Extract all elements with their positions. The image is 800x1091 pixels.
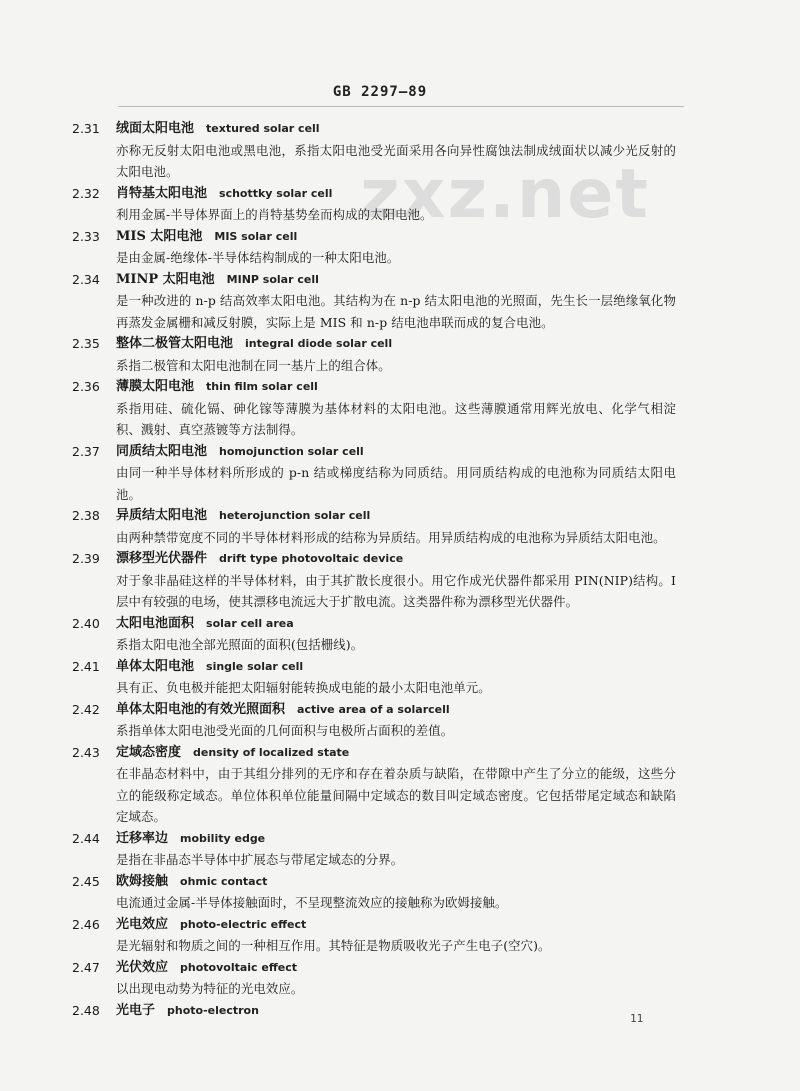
term-english: photo-electric effect: [180, 917, 307, 931]
term-name-group: [116, 613, 294, 635]
term-chinese: 定域态密度: [116, 744, 182, 760]
term-name-group: [116, 656, 303, 678]
term-entry: [0, 699, 800, 742]
term-definition: 系指太阳电池全部光照面的面积(包括栅线)。: [116, 637, 364, 652]
term-chinese: 漂移型光伏器件: [116, 551, 208, 566]
term-chinese: MIS 太阳电池: [116, 228, 203, 244]
term-heading: [0, 226, 800, 248]
term-heading: [0, 118, 800, 140]
term-chinese: 迁移率边: [116, 830, 169, 846]
term-entry: [0, 183, 800, 226]
watermark: zxz.net: [360, 155, 650, 234]
term-chinese: 光电子: [116, 1002, 156, 1018]
term-entries: [0, 118, 800, 1021]
term-definition: 电流通过金属-半导体接触面时，不呈现整流效应的接触称为欧姆接触。: [116, 895, 508, 910]
term-number: 2.44: [72, 830, 100, 846]
term-name-group: [116, 957, 297, 979]
term-chinese: 整体二极管太阳电池: [116, 336, 234, 351]
term-name-group: [116, 226, 297, 248]
term-name-group: [116, 1000, 259, 1022]
term-chinese: 太阳电池面积: [116, 615, 195, 631]
term-entry: [0, 828, 800, 871]
term-chinese: 异质结太阳电池: [116, 508, 208, 523]
term-heading: [0, 548, 800, 570]
term-chinese: MINP 太阳电池: [116, 271, 215, 287]
term-english: MIS solar cell: [214, 229, 298, 243]
term-heading: [0, 1000, 800, 1022]
term-name-group: [116, 505, 370, 527]
term-chinese: 欧姆接触: [116, 873, 169, 889]
term-name-group: [116, 742, 349, 764]
term-english: homojunction solar cell: [219, 444, 364, 458]
term-entry: [0, 742, 800, 828]
term-entry: [0, 656, 800, 699]
term-heading: [0, 656, 800, 678]
term-number: 2.38: [72, 508, 100, 523]
term-name-group: [116, 376, 318, 398]
term-definition: 具有正、负电极并能把太阳辐射能转换成电能的最小太阳电池单元。: [116, 680, 491, 695]
term-name-group: [116, 333, 392, 355]
header-divider: [118, 106, 684, 107]
term-heading: [0, 376, 800, 398]
term-heading: [0, 333, 800, 355]
term-number: 2.32: [72, 185, 100, 201]
term-english: ohmic contact: [180, 874, 268, 888]
term-chinese: 薄膜太阳电池: [116, 379, 195, 394]
term-english: drift type photovoltaic device: [219, 552, 404, 565]
term-entry: [0, 226, 800, 269]
term-definition: 是光辐射和物质之间的一种相互作用。其特征是物质吸收光子产生电子(空穴)。: [116, 938, 551, 953]
term-entry: [0, 505, 800, 548]
term-number: 2.45: [72, 873, 100, 889]
term-entry: [0, 1000, 800, 1022]
term-entry: [0, 613, 800, 656]
term-english: thin film solar cell: [206, 380, 318, 393]
term-entry: [0, 441, 800, 506]
term-name-group: [116, 699, 450, 721]
term-heading: [0, 699, 800, 721]
term-name-group: [116, 828, 265, 850]
term-heading: [0, 742, 800, 764]
term-number: 2.42: [72, 701, 100, 717]
term-number: 2.37: [72, 443, 100, 459]
term-definition: 以出现电动势为特征的光电效应。: [116, 981, 304, 996]
term-heading: [0, 871, 800, 893]
term-english: photovoltaic effect: [180, 960, 298, 974]
term-english: solar cell area: [206, 616, 294, 630]
term-number: 2.39: [72, 551, 100, 566]
term-definition: 在非晶态材料中，由于其组分排列的无序和存在着杂质与缺陷，在带隙中产生了分立的能级，这些分立的能级称定域态。单位体积单位能量间隔中定域态的数目叫定域态密度。它包括带尾定域态和缺陷定域态。: [116, 766, 676, 824]
term-number: 2.48: [72, 1002, 100, 1018]
term-chinese: 同质结太阳电池: [116, 443, 208, 459]
term-definition: 系指单体太阳电池受光面的几何面积与电极所占面积的差值。: [116, 723, 454, 738]
term-english: MINP solar cell: [226, 272, 319, 286]
term-entry: [0, 957, 800, 1000]
term-name-group: [116, 269, 319, 291]
term-chinese: 光电效应: [116, 916, 169, 932]
term-number: 2.34: [72, 271, 100, 287]
term-number: 2.41: [72, 658, 100, 674]
term-heading: [0, 269, 800, 291]
term-english: single solar cell: [206, 659, 304, 673]
term-english: integral diode solar cell: [245, 337, 393, 350]
page-number: 11: [630, 1012, 644, 1025]
term-name-group: [116, 183, 332, 205]
term-definition: 对于象非晶硅这样的半导体材料，由于其扩散长度很小。用它作成光伏器件都采用 PIN(NIP)结构。I 层中有较强的电场，使其漂移电流远大于扩散电流。这类器件称为漂移型光伏器件。: [116, 572, 676, 609]
term-entry: [0, 548, 800, 613]
term-entry: [0, 914, 800, 957]
term-definition: 由两种禁带宽度不同的半导体材料形成的结称为异质结。用异质结构成的电池称为异质结太阳电池。: [116, 529, 666, 545]
term-chinese: 光伏效应: [116, 959, 169, 975]
term-english: active area of a solarcell: [297, 702, 450, 716]
term-entry: [0, 871, 800, 914]
term-heading: [0, 828, 800, 850]
term-name-group: [116, 441, 364, 463]
term-number: 2.46: [72, 916, 100, 932]
term-heading: [0, 613, 800, 635]
term-number: 2.36: [72, 379, 100, 394]
term-heading: [0, 183, 800, 205]
term-definition: 是指在非晶态半导体中扩展态与带尾定域态的分界。: [116, 852, 404, 867]
term-definition: 是由金属-绝缘体-半导体结构制成的一种太阳电池。: [116, 250, 400, 265]
term-definition: 系指用硅、硫化镉、砷化镓等薄膜为基体材料的太阳电池。这些薄膜通常用辉光放电、化学气相淀积、溅射、真空蒸镀等方法制得。: [116, 400, 676, 437]
term-heading: [0, 957, 800, 979]
term-english: heterojunction solar cell: [219, 509, 371, 522]
term-definition: 亦称无反射太阳电池或黑电池，系指太阳电池受光面采用各向异性腐蚀法制成绒面状以减少光反射的太阳电池。: [116, 142, 676, 179]
term-heading: [0, 914, 800, 936]
term-definition: 利用金属-半导体界面上的肖特基势垒而构成的太阳电池。: [116, 207, 433, 222]
term-number: 2.47: [72, 959, 100, 975]
term-english: density of localized state: [193, 745, 350, 759]
term-english: photo-electron: [167, 1003, 259, 1017]
term-heading: [0, 505, 800, 527]
term-number: 2.43: [72, 744, 100, 760]
standard-header: GB 2297—89: [332, 84, 428, 100]
term-chinese: 肖特基太阳电池: [116, 185, 208, 201]
term-number: 2.31: [72, 121, 100, 136]
term-chinese: 单体太阳电池的有效光照面积: [116, 701, 286, 717]
term-number: 2.35: [72, 336, 100, 351]
term-entry: [0, 118, 800, 183]
term-definition: 是一种改进的 n-p 结高效率太阳电池。其结构为在 n-p 结太阳电池的光照面，先生长一层绝缘氧化物再蒸发金属栅和减反射膜，实际上是 MIS 和 n-p 结电池串联而成的复合电池。: [116, 293, 676, 330]
term-english: schottky solar cell: [219, 186, 333, 200]
term-name-group: [116, 118, 320, 140]
term-english: textured solar cell: [206, 122, 320, 135]
term-heading: [0, 441, 800, 463]
term-entry: [0, 333, 800, 376]
term-english: mobility edge: [180, 831, 266, 845]
term-definition: 系指二极管和太阳电池制在同一基片上的组合体。: [116, 357, 391, 373]
term-name-group: [116, 548, 403, 570]
term-entry: [0, 376, 800, 441]
term-definition: 由同一种半导体材料所形成的 p-n 结或梯度结称为同质结。用同质结构成的电池称为同质结太阳电池。: [116, 465, 676, 502]
term-number: 2.40: [72, 615, 100, 631]
term-name-group: [116, 914, 306, 936]
term-chinese: 绒面太阳电池: [116, 121, 195, 136]
term-entry: [0, 269, 800, 334]
term-number: 2.33: [72, 228, 100, 244]
term-chinese: 单体太阳电池: [116, 658, 195, 674]
term-name-group: [116, 871, 267, 893]
